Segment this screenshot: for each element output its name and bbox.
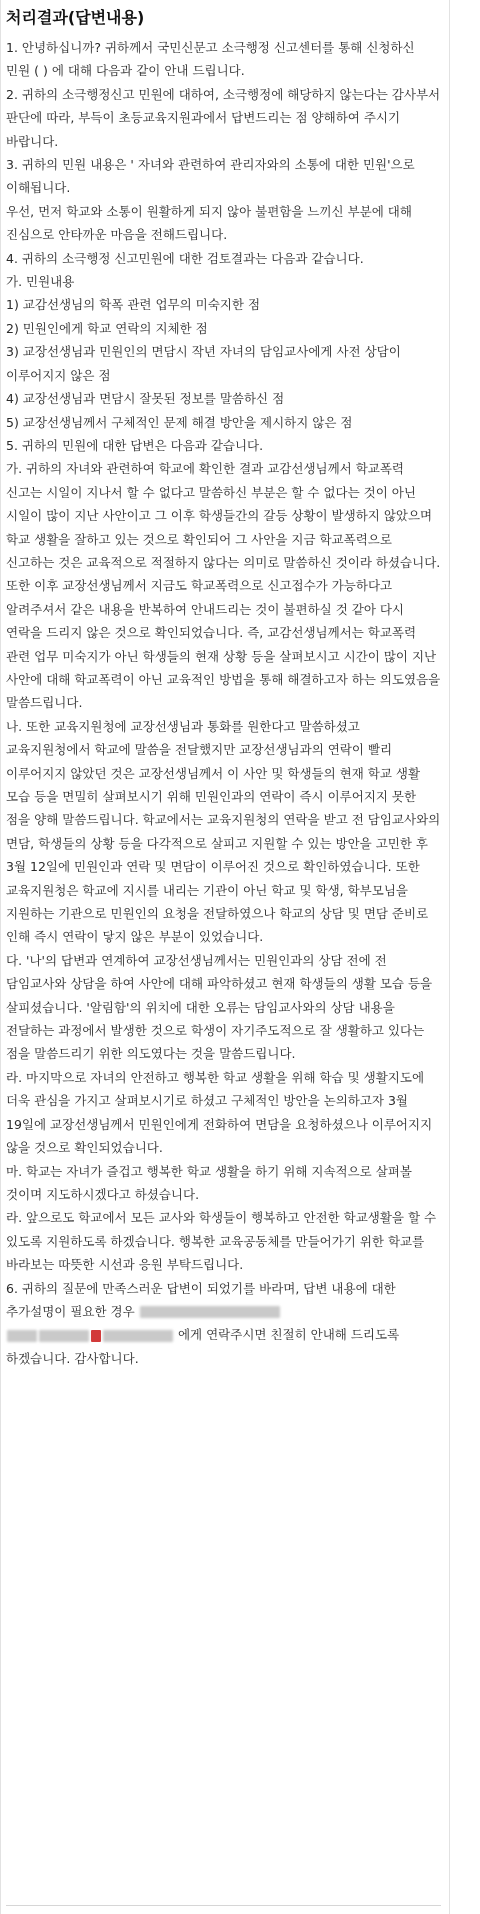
redacted-mark bbox=[91, 1330, 101, 1342]
answer-da: 다. '나'의 답변과 연계하여 교장선생님께서는 민원인과의 상담 전에 전 담임교사와 상담을 하여 사안에 대해 파악하셨고 현재 학생들의 생활 모습 등을 살피셨습니다. '알림함'의 위치에 대한 오류는 담임교사와의 상담 내용을 전달하는 과정에서 발생한 것으로 학생이 자기주도적으로 잘 생활하고 있다는 점을 말씀드리기 위한 의도였다는 것을 말씀드립니다. bbox=[6, 952, 433, 1062]
complaint-item-1: 1) 교감선생님의 학폭 관련 업무의 미숙지한 점 bbox=[6, 297, 261, 313]
complaint-item-5: 5) 교장선생님께서 구체적인 문제 해결 방안을 제시하지 않은 점 bbox=[6, 414, 353, 430]
redacted-name bbox=[7, 1330, 37, 1342]
paragraph-5: 5. 귀하의 민원에 대한 답변은 다음과 같습니다. bbox=[6, 437, 264, 453]
paragraph-3: 3. 귀하의 민원 내용은 ' 자녀와 관련하여 관리자와의 소통에 대한 민원'으로 이해됩니다. bbox=[6, 157, 415, 196]
paragraph-1: 1. 안녕하십니까? 귀하께서 국민신문고 소극행정 신고센터를 통해 신청하신 민원 ( ) 에 대해 다음과 같이 안내 드립니다. bbox=[6, 40, 415, 79]
answer-ra-2: 라. 앞으로도 학교에서 모든 교사와 학생들이 행복하고 안전한 학교생활을 할 수 있도록 지원하도록 하겠습니다. 행복한 교육공동체를 만들어가기 위한 학교를 바라보는 따뜻한 시선과 응원 부탁드립니다. bbox=[6, 1210, 437, 1273]
paragraph-6 bbox=[6, 1277, 441, 1324]
paragraph-3-followup: 우선, 먼저 학교와 소통이 원활하게 되지 않아 불편함을 느끼신 부분에 대해 진심으로 안타까운 마음을 전해드립니다. bbox=[6, 203, 412, 243]
paragraph-2: 2. 귀하의 소극행정신고 민원에 대하여, 소극행정에 해당하지 않는다는 감사부서 판단에 따라, 부득이 초등교육지원과에서 답변드리는 점 양해하여 주시기 바랍니다. bbox=[6, 86, 441, 149]
complaint-item-2: 2) 민원인에게 학교 연락의 지체한 점 bbox=[6, 320, 208, 336]
answer-content bbox=[6, 36, 441, 1370]
redacted-phone bbox=[103, 1330, 173, 1342]
redacted-dept bbox=[39, 1330, 89, 1342]
paragraph-6-text: 6. 귀하의 질문에 만족스러운 답변이 되었기를 바라며, 답변 내용에 대한 추가설명이 필요한 경우 bbox=[6, 1280, 396, 1319]
complaint-item-4: 4) 교장선생님과 면담시 잘못된 정보를 말씀하신 점 bbox=[6, 391, 285, 407]
answer-ga: 가. 귀하의 자녀와 관련하여 학교에 확인한 결과 교감선생님께서 학교폭력 신고는 시일이 지나서 할 수 없다고 말씀하신 부분은 할 수 없다는 것이 아닌 시일이 많이 지난 사안이고 그 이후 학생들간의 갈등 상황이 발생하지 않았으며 학교 생활을 잘하고 있는 것으로 확인되어 그 사안을 지금 학교폭력으로 신고하는 것은 교육적으로 적절하지 않다는 의미로 말씀하신 것이라 하셨습니다. 또한 이후 교장선생님께서 지금도 학교폭력으로 신고접수가 가능하다고 알려주셔서 같은 내용을 반복하여 안내드리는 것이 불편하실 것 같아 다시 연락을 드리지 않은 것으로 확인되었습니다. 즉, 교감선생님께서는 학교폭력 관련 업무 미숙지가 아닌 학생들의 현재 상황 등을 살펴보시고 시간이 많이 지난 사안에 대해 학교폭력이 아닌 교육적인 방법을 통해 해결하고자 하는 의도였음을 말씀드립니다. bbox=[6, 461, 441, 711]
paragraph-4: 4. 귀하의 소극행정 신고민원에 대한 검토결과는 다음과 같습니다. bbox=[6, 250, 364, 266]
answer-ra: 라. 마지막으로 자녀의 안전하고 행복한 학교 생활을 위해 학습 및 생활지도에 더욱 관심을 가지고 살펴보시기로 하셨고 구체적인 방안을 논의하고자 3월 19일에 교장선생님께서 민원인에게 전화하여 면담을 요청하셨으나 이루어지지 않을 것으로 확인되었습니다. bbox=[6, 1069, 433, 1156]
result-title: 처리결과(답변내용) bbox=[6, 8, 145, 27]
complaint-item-3: 3) 교장선생님과 민원인의 면담시 작년 자녀의 담임교사에게 사전 상담이 이루어지지 않은 점 bbox=[6, 344, 401, 383]
complaint-heading: 가. 민원내용 bbox=[6, 274, 75, 290]
bottom-divider bbox=[6, 1905, 441, 1906]
answer-na: 나. 또한 교육지원청에 교장선생님과 통화를 원한다고 말씀하셨고 교육지원청에서 학교에 말씀을 전달했지만 교장선생님과의 연락이 빨리 이루어지지 않았던 것은 교장선생님께서 이 사안 및 학생들의 현재 학교 생활 모습 등을 면밀히 살펴보시기 위해 민원인과의 연락이 즉시 이루어지지 못한 점을 양해 말씀드립니다. 학교에서는 교육지원청의 연락을 받고 전 담임교사와의 면담, 학생들의 상황 등을 다각적으로 살피고 지원할 수 있는 방안을 고민한 후 3월 12일에 민원인과 연락 및 면담이 이루어진 것으로 확인하였습니다. 또한 교육지원청은 학교에 지시를 내리는 기관이 아닌 학교 및 학생, 학부모님을 지원하는 기관으로 민원인의 요청을 전달하였으나 학교의 상담 및 면담 준비로 인해 즉시 연락이 닿지 않은 부분이 있었습니다. bbox=[6, 718, 441, 945]
redacted-contact bbox=[140, 1306, 280, 1318]
paragraph-6-closing bbox=[6, 1323, 441, 1370]
paragraph-6-closing-text: 에게 연락주시면 친절히 안내해 드리도록 하겠습니다. 감사합니다. bbox=[6, 1327, 400, 1366]
answer-ma: 마. 학교는 자녀가 즐겁고 행복한 학교 생활을 하기 위해 지속적으로 살펴볼 것이며 지도하시겠다고 하셨습니다. bbox=[6, 1163, 412, 1202]
